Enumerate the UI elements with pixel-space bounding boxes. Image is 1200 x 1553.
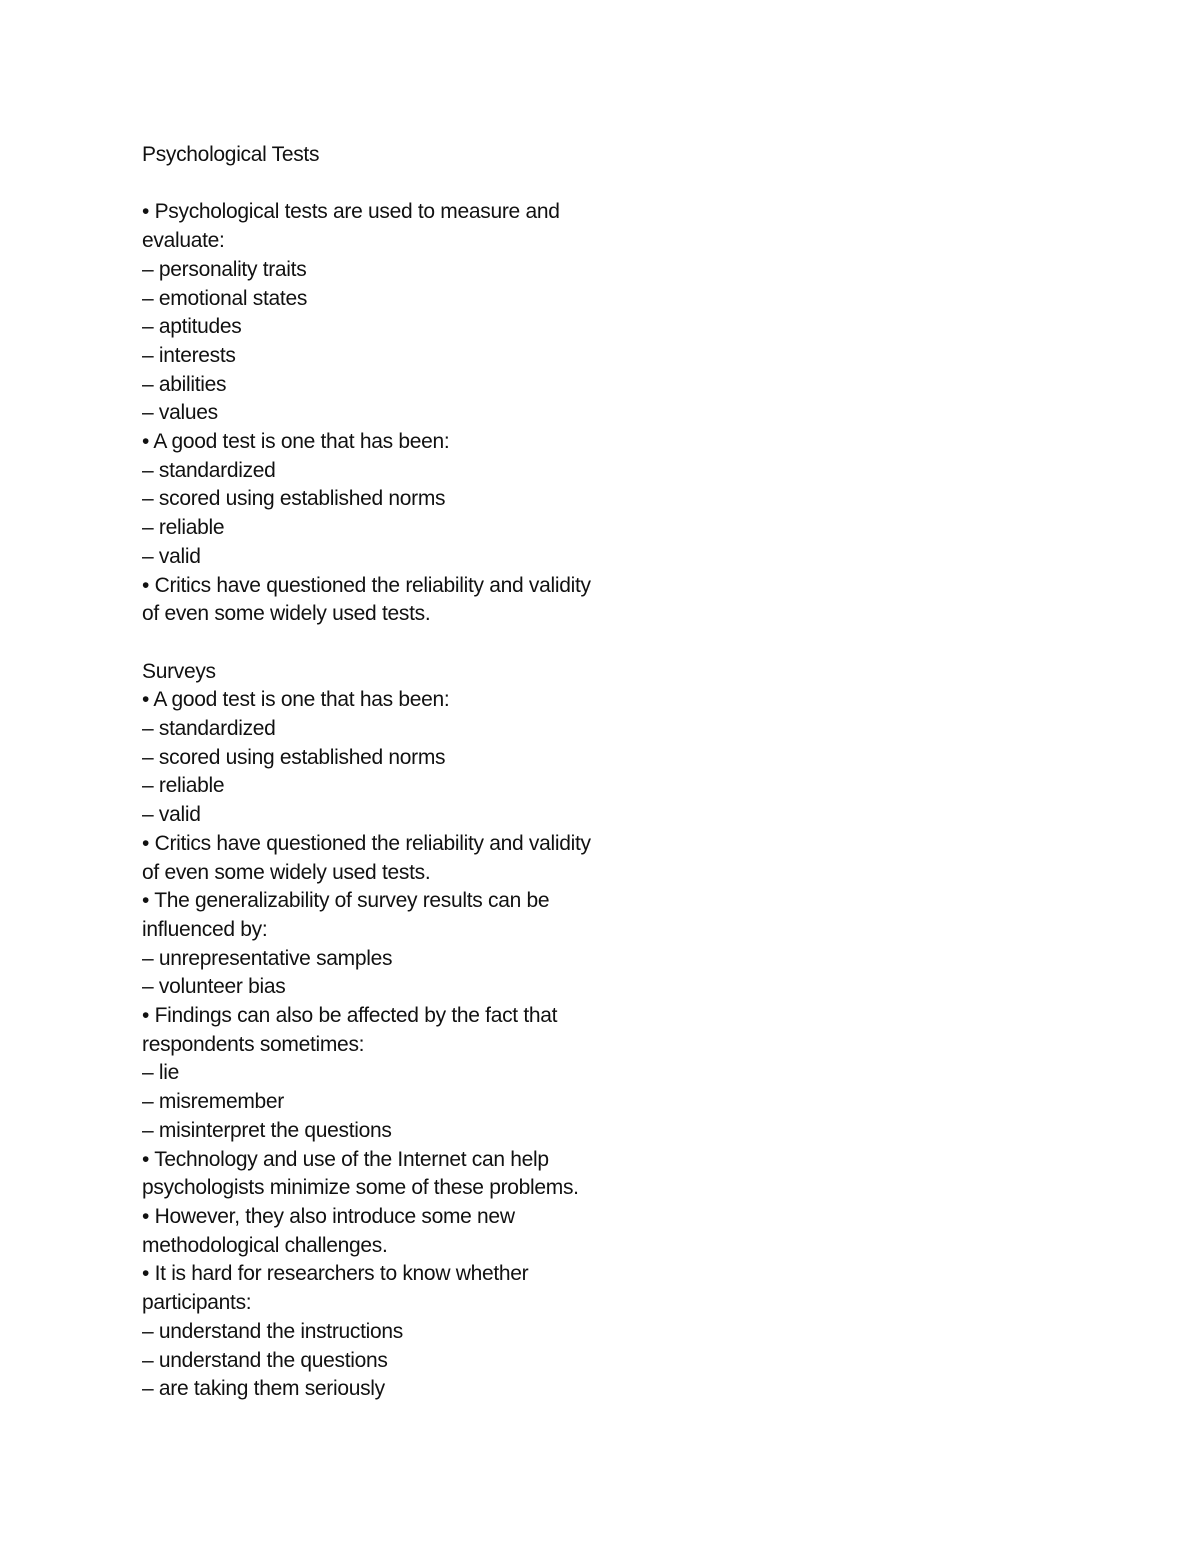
- sub-item: – reliable: [142, 516, 225, 540]
- bullet-item: • A good test is one that has been:: [142, 688, 450, 712]
- sub-item: – interests: [142, 343, 236, 367]
- sub-item: – understand the instructions: [142, 1319, 403, 1343]
- bullet-item: • However, they also introduce some new: [142, 1204, 515, 1228]
- sub-item: – understand the questions: [142, 1348, 388, 1372]
- blank-line: [142, 629, 662, 658]
- bullet-item: • Psychological tests are used to measure and: [142, 200, 560, 224]
- body-line: evaluate:: [142, 229, 225, 253]
- sub-item: – personality traits: [142, 257, 307, 281]
- sub-item: – valid: [142, 803, 201, 827]
- body-line: of even some widely used tests.: [142, 602, 431, 626]
- sub-item: – standardized: [142, 717, 276, 741]
- sub-item: – unrepresentative samples: [142, 946, 393, 970]
- sub-item: – standardized: [142, 458, 276, 482]
- section-heading: Psychological Tests: [142, 143, 320, 166]
- bullet-item: • Technology and use of the Internet can help: [142, 1147, 549, 1171]
- bullet-item: • Critics have questioned the reliability and validity: [142, 831, 591, 855]
- bullet-item: • Critics have questioned the reliability and validity: [142, 573, 591, 597]
- blank-line: [142, 170, 662, 199]
- bullet-item: • The generalizability of survey results can be: [142, 889, 550, 913]
- bullet-item: • It is hard for researchers to know whether: [142, 1262, 529, 1286]
- section-heading: Surveys: [142, 659, 216, 683]
- body-line: methodological challenges.: [142, 1233, 388, 1257]
- sub-item: – abilities: [142, 372, 227, 396]
- body-line: of even some widely used tests.: [142, 860, 431, 884]
- sub-item: – misinterpret the questions: [142, 1118, 392, 1142]
- sub-item: – valid: [142, 544, 201, 568]
- sub-item: – emotional states: [142, 286, 308, 310]
- body-line: respondents sometimes:: [142, 1032, 365, 1056]
- sub-item: – scored using established norms: [142, 745, 446, 769]
- sub-item: – reliable: [142, 774, 225, 798]
- body-line: influenced by:: [142, 917, 268, 941]
- bullet-item: • A good test is one that has been:: [142, 430, 450, 454]
- sub-item: – volunteer bias: [142, 975, 286, 999]
- sub-item: – scored using established norms: [142, 487, 446, 511]
- document-body: [142, 141, 662, 1404]
- bullet-item: • Findings can also be affected by the fact that: [142, 1004, 558, 1028]
- body-line: psychologists minimize some of these problems.: [142, 1176, 579, 1200]
- sub-item: – aptitudes: [142, 315, 242, 339]
- sub-item: – are taking them seriously: [142, 1377, 385, 1401]
- body-line: participants:: [142, 1291, 252, 1315]
- sub-item: – lie: [142, 1061, 180, 1085]
- sub-item: – values: [142, 401, 218, 425]
- sub-item: – misremember: [142, 1090, 284, 1114]
